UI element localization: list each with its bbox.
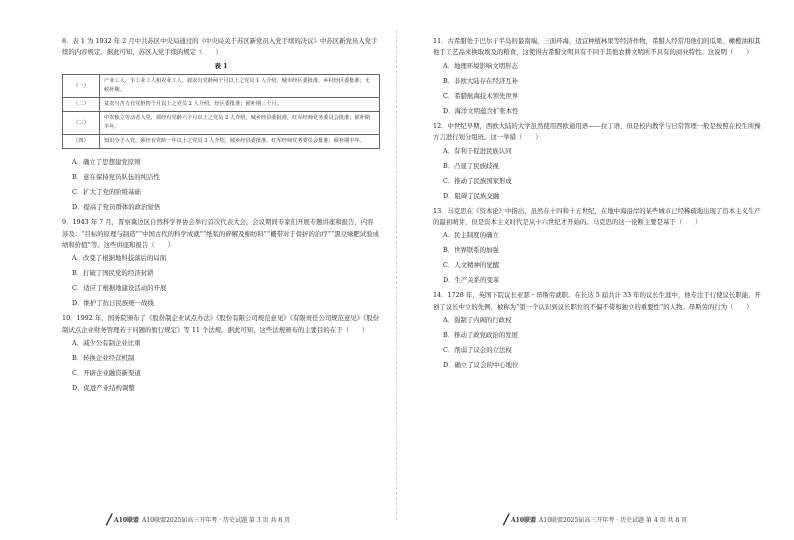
option-c: C．推动了民族国家形成 [443, 176, 512, 185]
option-a: A．减少公有制企业比重 [72, 339, 141, 348]
option-c: C．适应了根据地建设活动的开展 [72, 284, 167, 293]
option-a: A．地理环境影响文明形态 [443, 61, 518, 70]
option-a: A．遏制了内阁的行政权 [443, 316, 512, 325]
table-row-text: 产业工人、手工业工人和农业工人、雇农有党龄两个月以上之党员 1 人介绍，城市经区委批准，乡村经区委批准；无候补期。 [100, 75, 380, 98]
question-10 [62, 313, 380, 396]
option-d: D．确立了议会的中心地位 [443, 361, 519, 370]
option-a: A．确立了思想建党原则 [72, 158, 141, 167]
question-10-stem: 10．1992 年，国务院颁布了《股份制企业试点办法》《股份有限公司规范意见》《有限责任公司规范意见》《股份制试点企业财务管理若干问题的暂行规定》等 11 个法规。据此可知，这些法规颁布的主要目的在于（ ） [62, 314, 380, 334]
question-11 [433, 36, 763, 119]
table-row-text: 中农独立劳动者入党，须经有党龄六个月以上之党员 2 人介绍，城乡经县委批准，红军经师党务委员会批准；候补期半年。 [100, 112, 380, 135]
brand-logo-icon: / [106, 512, 113, 528]
option-c: C．开辟企业融资新渠道 [72, 369, 141, 378]
page-3-content [62, 36, 380, 398]
question-14 [433, 290, 763, 373]
table-row-label: （四） [63, 135, 100, 149]
footer-text: A10联盟2025届高三开年考 · 历史试题 第 4 页 共 8 页 [539, 517, 688, 524]
option-d: D．生产关系的变革 [443, 276, 500, 285]
table-row-text: 贫农与苦力有党龄四个月以上之党员 2 人介绍，经区委批准；候补期三个月。 [100, 98, 380, 112]
page-4-content [433, 36, 763, 375]
option-b: B．非欧大陆存在经济互补 [443, 76, 518, 85]
question-8 [62, 36, 380, 215]
option-b: B．转换企业经营机制 [72, 354, 135, 363]
table-row-label: （三） [63, 112, 100, 135]
page-4-footer [397, 512, 794, 528]
option-c: C．人文精神的觉醒 [443, 261, 500, 270]
question-12-stem: 12．中世纪早期，西欧大陆的大学虽然使用西欧通用语——拉丁语，但是校内教学与日常管理一般是按照在校生所操方言进行划分组班。这一举措（ ） [433, 121, 761, 142]
table-1-title: 表 1 [214, 61, 228, 70]
option-d: D．海洋文明蕴含扩张本性 [443, 106, 519, 115]
option-a: A．民主制度的确立 [443, 231, 499, 240]
option-c: C．希腊航海技术领先世界 [443, 91, 519, 100]
question-9 [62, 217, 380, 311]
question-12 [433, 121, 763, 204]
option-b: B．凸显了民族歧视 [443, 161, 499, 170]
option-b: B．意在保持党员队伍的纯洁性 [72, 173, 160, 182]
table-row [63, 98, 380, 112]
question-11-stem: 11．古希腊处于巴尔干半岛的最南端，三面环海，适宜种植林果等经济作物，希腊人经常用他们的瓜果、橄榄油和其他手工艺品来换取埃及的粮食，这使得古希腊文明具有不同于其他农耕文明所不具有的商业特性。这说明（ ） [433, 37, 761, 57]
option-c: C．削弱了议会的立法权 [443, 346, 512, 355]
question-13 [433, 206, 763, 289]
footer-brand: A10联盟 [114, 517, 140, 524]
page-3-footer [0, 512, 397, 528]
table-row [63, 75, 380, 98]
option-a: A．有利于促进民族认同 [443, 146, 512, 155]
option-a: A．改变了根据地科技落后的局面 [72, 254, 167, 263]
option-d: D．维护了抗日民族统一战线 [72, 299, 154, 308]
brand-logo-icon: / [503, 512, 510, 528]
option-d: D．提高了党员群体的政治觉悟 [72, 203, 161, 212]
page-4 [397, 0, 794, 540]
table-row [63, 135, 380, 149]
footer-text: A10联盟2025届高三开年考 · 历史试题 第 3 页 共 8 页 [142, 517, 291, 524]
option-b: B．世界联系的加强 [443, 246, 499, 255]
option-d: D．促进产业结构调整 [72, 384, 135, 393]
option-d: D．阻碍了民族交融 [443, 191, 500, 200]
table-row-text: 知识分子入党，须经有党龄一年以上之党员 3 人介绍，城乡经县委批准，红军经师党务委员会批准；候补期半年。 [100, 135, 380, 149]
option-b: B．打破了国民党的经济封锁 [72, 269, 154, 278]
question-8-stem: 8．表 1 为 1932 年 2 月中共苏区中央局通过的《中央局关于苏区新党员入党手续的决议》中苏区新党员入党手续的内容规定。据此可知，苏区入党手续的规定（ ） [62, 37, 378, 57]
question-13-stem: 13．马克思在《资本论》中指出，虽然在十四和十五世纪，在地中海沿岸的某些城市已经稀疏地出现了资本主义生产的最初萌芽，但是资本主义时代是从十六世纪才开始的。马克思的这一论断主要是基于（ ） [433, 206, 761, 227]
question-9-stem: 9．1943 年 7 月，晋察冀边区自然科学界协会举行首次代表大会，会议期间专家们开展专题讲座和报告，内容涉及：“目标的原理与制造”“中国古代的科学成就”“纸浆的碎解及棉纺料”“栅带对于骨折的治疗”“黑豆绿肥试验成绩和价值”等。这些讲座和报告（ ） [62, 218, 379, 250]
table-row [63, 112, 380, 135]
table-row-label: （一） [63, 75, 100, 98]
table-row-label: （二） [63, 98, 100, 112]
option-c: C．扩大了党的阶级基础 [72, 188, 141, 197]
question-14-stem: 14．1728 年，英国下院议长亚瑟・昂斯劳就职。在长达 5 届共计 33 年的议长生涯中，他专注于行使议长职能，开创了议长中立的先例，被称为“第一个认识到议长职位的不偏不倚和独立的重要性”的人物。昂斯劳的行为（ ） [433, 291, 761, 311]
option-b: B．推动了政党政治的发展 [443, 331, 518, 340]
footer-brand: A10联盟 [511, 517, 537, 524]
table-1 [62, 74, 380, 149]
